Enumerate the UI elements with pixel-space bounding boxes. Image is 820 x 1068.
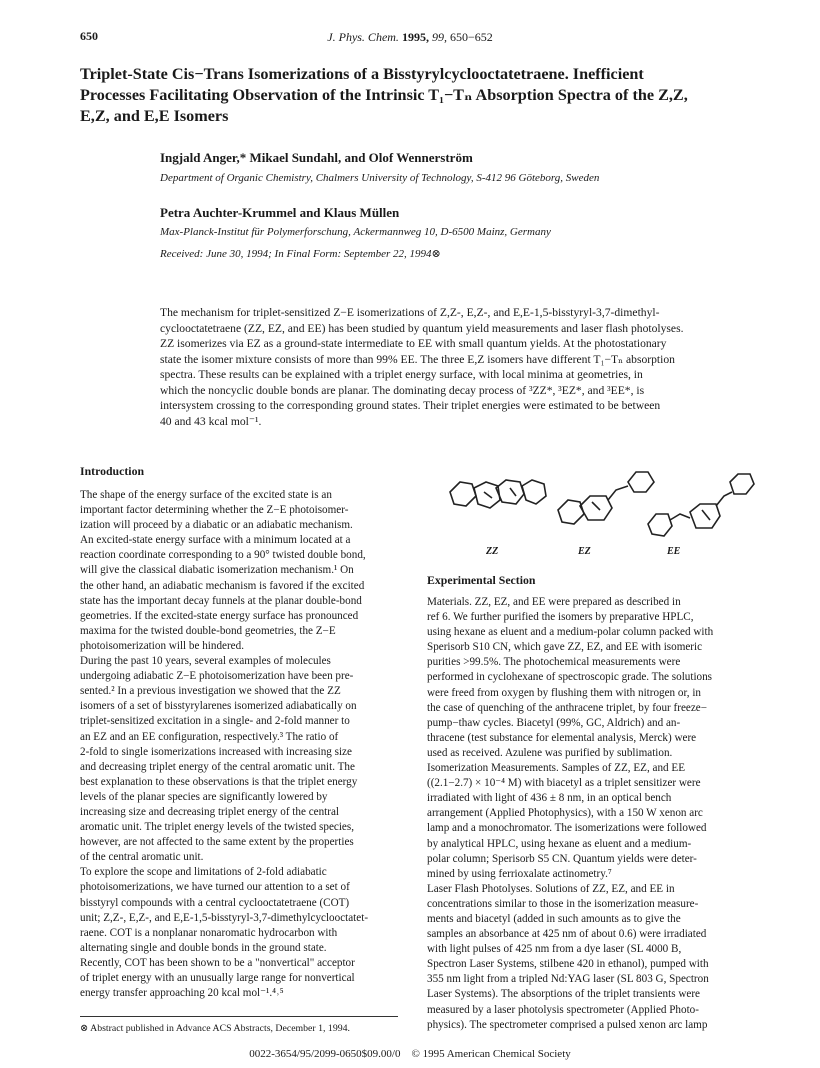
page-footer bbox=[0, 1048, 820, 1060]
text-line: Materials. ZZ, EZ, and EE were prepared as described in bbox=[427, 596, 681, 608]
text-line: photoisomerization will be hindered. bbox=[80, 639, 244, 652]
received-dates: Received: June 30, 1994; In Final Form: September 22, 1994⊗ bbox=[160, 248, 441, 260]
text-line: lamp and a monochromator. The isomerizations were followed bbox=[427, 822, 707, 835]
text-line: polar column; Sperisorb S5 CN. Quantum yields were deter- bbox=[427, 852, 697, 865]
abstract bbox=[160, 305, 757, 429]
abstract-line: cyclooctatetraene (ZZ, EZ, and EE) has been studied by quantum yield measurements and laser flash photolyses. bbox=[160, 321, 684, 335]
text-line: Spectron Laser Systems, stilbene 420 in ethanol), pumped with bbox=[427, 958, 709, 971]
author-list-1: Ingjald Anger,* Mikael Sundahl, and Olof Wennerström bbox=[160, 150, 473, 165]
text-line: were freed from oxygen by flushing them with nitrogen or, in bbox=[427, 686, 701, 699]
label-ez: EZ bbox=[578, 546, 591, 557]
zz-structure bbox=[450, 480, 546, 508]
text-line: best explanation to these observations is that the triplet energy bbox=[80, 775, 358, 788]
footer-code: 0022-3654/95/2099-0650$09.00/0 bbox=[249, 1048, 401, 1060]
text-line: the case of quenching of the anthracene triplet, by four freeze− bbox=[427, 701, 708, 714]
left-column-text bbox=[80, 488, 398, 1001]
text-line: Laser Flash Photolyses. Solutions of ZZ, EZ, and EE in bbox=[427, 882, 675, 895]
text-line: Isomerization Measurements. Samples of ZZ, EZ, and EE bbox=[427, 762, 686, 775]
journal-name: J. Phys. Chem. bbox=[327, 30, 399, 44]
text-line: an EZ and an EE configuration, respectively.³ The ratio of bbox=[80, 730, 339, 743]
text-line: and decreasing triplet energy of the central aromatic unit. The bbox=[80, 760, 355, 773]
text-line: performed in cyclohexane of spectroscopic grade. The solutions bbox=[427, 671, 713, 684]
text-line: levels of the planar species are significantly lowered by bbox=[80, 790, 328, 803]
text-line: state has the important decay funnels at the planar double-bond bbox=[80, 594, 362, 607]
abstract-line: 40 and 43 kcal mol⁻¹. bbox=[160, 414, 262, 428]
text-line: alternating single and double bonds in the ground state. bbox=[80, 941, 327, 954]
text-line: of triplet energy with an unusually large range for nonvertical bbox=[80, 972, 355, 984]
introduction-heading: Introduction bbox=[80, 464, 145, 478]
text-line: photoisomerizations, we have turned our attention to a set of bbox=[80, 881, 350, 894]
abstract-line: The mechanism for triplet-sensitized Z−E isomerizations of Z,Z-, E,Z-, and E,E-1,5-bisstyryl-3,7-dimethyl- bbox=[160, 306, 660, 319]
text-line: irradiated with light of 436 ± 8 nm, in an optical bench bbox=[427, 792, 672, 805]
text-line: 355 nm light from a tripled Nd:YAG laser (SL 803 G, Spectron bbox=[427, 973, 709, 986]
text-line: Recently, COT has been shown to be a "nonvertical" acceptor bbox=[80, 956, 355, 969]
abstract-line: state the isomer mixture consists of more than 99% EE. The three E,Z isomers have different T₁−Tₙ absorption bbox=[160, 352, 675, 366]
text-line: mined by using ferrioxalate actinometry.⁷ bbox=[427, 867, 612, 880]
abstract-line: spectra. These results can be explained with a triplet energy surface, with local minima at geometries, in bbox=[160, 368, 643, 381]
abstract-line: ZZ isomerizes via EZ as a ground-state intermediate to EE with small quantum yields. At the photostationary bbox=[160, 337, 667, 350]
page-number: 650 bbox=[80, 29, 98, 43]
affiliation-2: Max-Planck-Institut für Polymerforschung, Ackermannweg 10, D-6500 Mainz, Germany bbox=[160, 226, 551, 238]
abstract-line: which the noncyclic double bonds are planar. The dominating decay process of ³ZZ*, ³EZ*, and ³EE*, is bbox=[160, 383, 645, 397]
right-column-text bbox=[427, 595, 757, 1033]
journal-volume: 99, bbox=[431, 30, 447, 44]
text-line: used as received. Azulene was purified by sublimation. bbox=[427, 746, 673, 759]
text-line: ((2.1−2.7) × 10⁻⁴ M) with biacetyl as a triplet sensitizer were bbox=[427, 777, 701, 790]
abstract-line: intersystem crossing to the corresponding ground states. Their triplet energies were estimated to be between bbox=[160, 399, 661, 412]
text-line: The shape of the energy surface of the excited state is an bbox=[80, 489, 332, 501]
text-line: concentrations similar to those in the isomerization measure- bbox=[427, 897, 699, 910]
ee-structure bbox=[648, 474, 754, 536]
text-line: Laser Systems). The absorptions of the triplet transients were bbox=[427, 988, 700, 1001]
text-line: of the central aromatic unit. bbox=[80, 851, 204, 864]
text-line: unit; Z,Z-, E,Z-, and E,E-1,5-bisstyryl-3,7-dimethylcyclooctatet- bbox=[80, 911, 369, 924]
article-title bbox=[80, 64, 760, 127]
text-line: ization will proceed by a diabatic or an adiabatic mechanism. bbox=[80, 519, 353, 532]
footnote: ⊗ Abstract published in Advance ACS Abstracts, December 1, 1994. bbox=[80, 1023, 350, 1034]
affiliation-1: Department of Organic Chemistry, Chalmers University of Technology, S-412 96 Göteborg, Sweden bbox=[160, 172, 600, 184]
text-line: increasing size and decreasing triplet energy of the central bbox=[80, 805, 340, 818]
text-line: To explore the scope and limitations of 2-fold adiabatic bbox=[80, 866, 327, 879]
text-line: purities >99.5%. The photochemical measurements were bbox=[427, 656, 681, 669]
text-line: samples an absorbance at 425 nm of about 0.6) were irradiated bbox=[427, 928, 707, 941]
text-line: physics). The spectrometer comprised a pulsed xenon arc lamp bbox=[427, 1018, 708, 1031]
title-line: Processes Facilitating Observation of the Intrinsic T₁−Tₙ Absorption Spectra of the Z,Z, bbox=[80, 86, 688, 104]
text-line: thracene (test substance for elemental analysis, Merck) were bbox=[427, 731, 697, 744]
text-line: bisstyryl compounds with a central cyclooctatetraene (COT) bbox=[80, 896, 350, 909]
text-line: however, are not affected to the same extent by the properties bbox=[80, 836, 354, 849]
structures-figure bbox=[440, 452, 757, 557]
text-line: with light pulses of 425 nm from a dye laser (SL 4000 B, bbox=[427, 943, 682, 956]
text-line: using hexane as eluent and a medium-polar column packed with bbox=[427, 626, 714, 639]
text-line: geometries. If the excited-state energy surface has pronounced bbox=[80, 609, 359, 622]
journal-pages: 650−652 bbox=[449, 30, 493, 44]
title-line: Triplet-State Cis−Trans Isomerizations of a Bisstyrylcyclooctatetraene. Inefficient bbox=[80, 65, 644, 83]
text-line: triplet-sensitized excitation in a single- and 2-fold manner to bbox=[80, 715, 350, 728]
author-list-2: Petra Auchter-Krummel and Klaus Müllen bbox=[160, 205, 400, 220]
text-line: ments and biacetyl (added in such amounts as to give the bbox=[427, 912, 681, 925]
text-line: measured by a laser photolysis spectrometer (Applied Photo- bbox=[427, 1003, 699, 1016]
experimental-heading: Experimental Section bbox=[427, 573, 536, 587]
text-line: An excited-state energy surface with a minimum located at a bbox=[80, 534, 351, 547]
text-line: undergoing adiabatic Z−E photoisomerization have been pre- bbox=[80, 670, 354, 683]
text-line: ref 6. We further purified the isomers by preparative HPLC, bbox=[427, 611, 694, 624]
label-zz: ZZ bbox=[486, 546, 499, 557]
title-line: E,Z, and E,E Isomers bbox=[80, 107, 229, 125]
footer-copyright: © 1995 American Chemical Society bbox=[411, 1048, 571, 1060]
text-line: maxima for the twisted double-bond geometries, the Z−E bbox=[80, 624, 336, 637]
text-line: pump−thaw cycles. Biacetyl (99%, GC, Aldrich) and an- bbox=[427, 716, 681, 729]
text-line: energy transfer approaching 20 kcal mol⁻¹.⁴˒⁵ bbox=[80, 987, 284, 1000]
text-line: raene. COT is a nonplanar nonaromatic hydrocarbon with bbox=[80, 926, 338, 939]
text-line: aromatic unit. The triplet energy levels of the twisted species, bbox=[80, 821, 355, 834]
text-line: the other hand, an adiabatic mechanism is favored if the excited bbox=[80, 579, 365, 592]
footnote-rule bbox=[80, 1016, 398, 1017]
ez-structure bbox=[558, 472, 654, 524]
text-line: sented.² In a previous investigation we showed that the ZZ bbox=[80, 685, 341, 698]
label-ee: EE bbox=[667, 546, 681, 557]
text-line: isomers of a set of bisstyrylarenes isomerized adiabatically on bbox=[80, 700, 357, 713]
journal-year: 1995, bbox=[401, 30, 429, 44]
text-line: by analytical HPLC, using hexane as eluent and a medium- bbox=[427, 837, 692, 850]
text-line: 2-fold to single isomerizations increased with increasing size bbox=[80, 745, 352, 758]
text-line: Sperisorb S10 CN, which gave ZZ, EZ, and EE with isomeric bbox=[427, 641, 703, 654]
text-line: arrangement (Applied Photophysics), with a 150 W xenon arc bbox=[427, 807, 703, 820]
text-line: During the past 10 years, several examples of molecules bbox=[80, 655, 331, 668]
text-line: will give the classical diabatic isomerization mechanism.¹ On bbox=[80, 564, 354, 577]
text-line: important factor determining whether the Z−E photoisomer- bbox=[80, 504, 349, 517]
text-line: reaction coordinate corresponding to a 90° twisted double bond, bbox=[80, 549, 366, 562]
running-head bbox=[0, 30, 820, 45]
